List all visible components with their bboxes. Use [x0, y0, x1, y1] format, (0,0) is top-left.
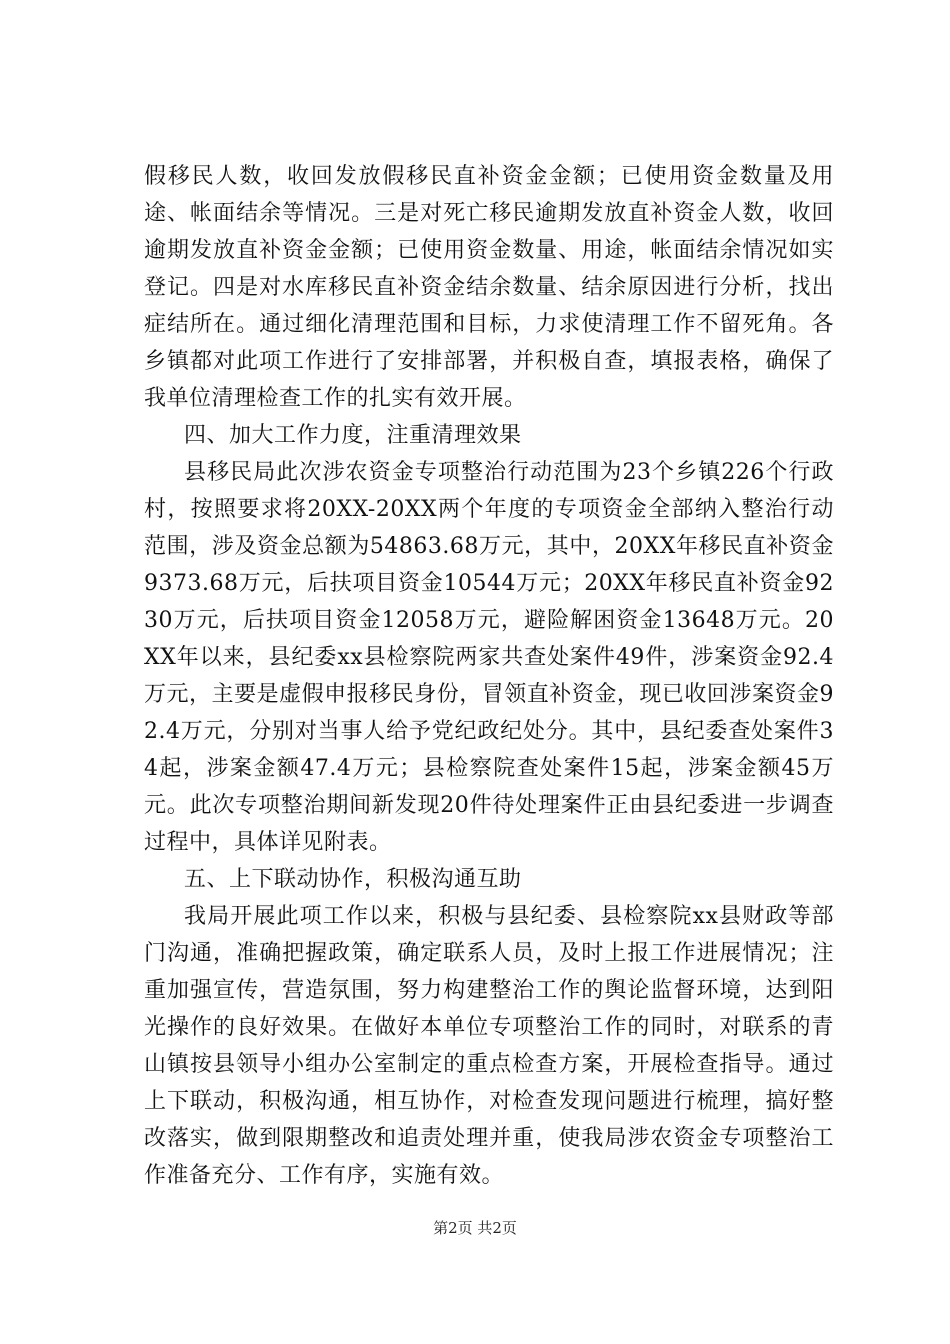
- document-body: [144, 158, 834, 1194]
- paragraph-3: 我局开展此项工作以来，积极与县纪委、县检察院xx县财政等部门沟通，准确把握政策，确定联系人员，及时上报工作进展情况；注重加强宣传，营造氛围，努力构建整治工作的舆论监督环境，达到阳光操作的良好效果。在做好本单位专项整治工作的同时，对联系的青山镇按县领导小组办公室制定的重点检查方案，开展检查指导。通过上下联动，积极沟通，相互协作，对检查发现问题进行梳理，搞好整改落实，做到限期整改和追责处理并重，使我局涉农资金专项整治工作准备充分、工作有序，实施有效。: [144, 904, 834, 1188]
- section-heading-5: 五、上下联动协作，积极沟通互助: [184, 867, 522, 892]
- paragraph-1: 假移民人数，收回发放假移民直补资金金额；已使用资金数量及用途、帐面结余等情况。三是对死亡移民逾期发放直补资金人数，收回逾期发放直补资金金额；已使用资金数量、用途，帐面结余情况如实登记。四是对水库移民直补资金结余数量、结余原因进行分析，找出症结所在。通过细化清理范围和目标，力求使清理工作不留死角。各乡镇都对此项工作进行了安排部署，并积极自查，填报表格，确保了我单位清理检查工作的扎实有效开展。: [144, 164, 834, 411]
- page-footer: [0, 1218, 950, 1238]
- page-number-label: 第2页 共2页: [433, 1219, 517, 1237]
- paragraph-2: 县移民局此次涉农资金专项整治行动范围为23个乡镇226个行政村，按照要求将20XX-20XX两个年度的专项资金全部纳入整治行动范围，涉及资金总额为54863.68万元，其中，20XX年移民直补资金9373.68万元，后扶项目资金10544万元；20XX年移民直补资金9230万元，后扶项目资金12058万元，避险解困资金13648万元。20XX年以来，县纪委xx县检察院两家共查处案件49件，涉案资金92.4万元，主要是虚假申报移民身份，冒领直补资金，现已收回涉案资金92.4万元，分别对当事人给予党纪政纪处分。其中，县纪委查处案件34起，涉案金额47.4万元；县检察院查处案件15起，涉案金额45万元。此次专项整治期间新发现20件待处理案件正由县纪委进一步调查过程中，具体详见附表。: [144, 460, 834, 855]
- section-heading-4: 四、加大工作力度，注重清理效果: [184, 423, 522, 448]
